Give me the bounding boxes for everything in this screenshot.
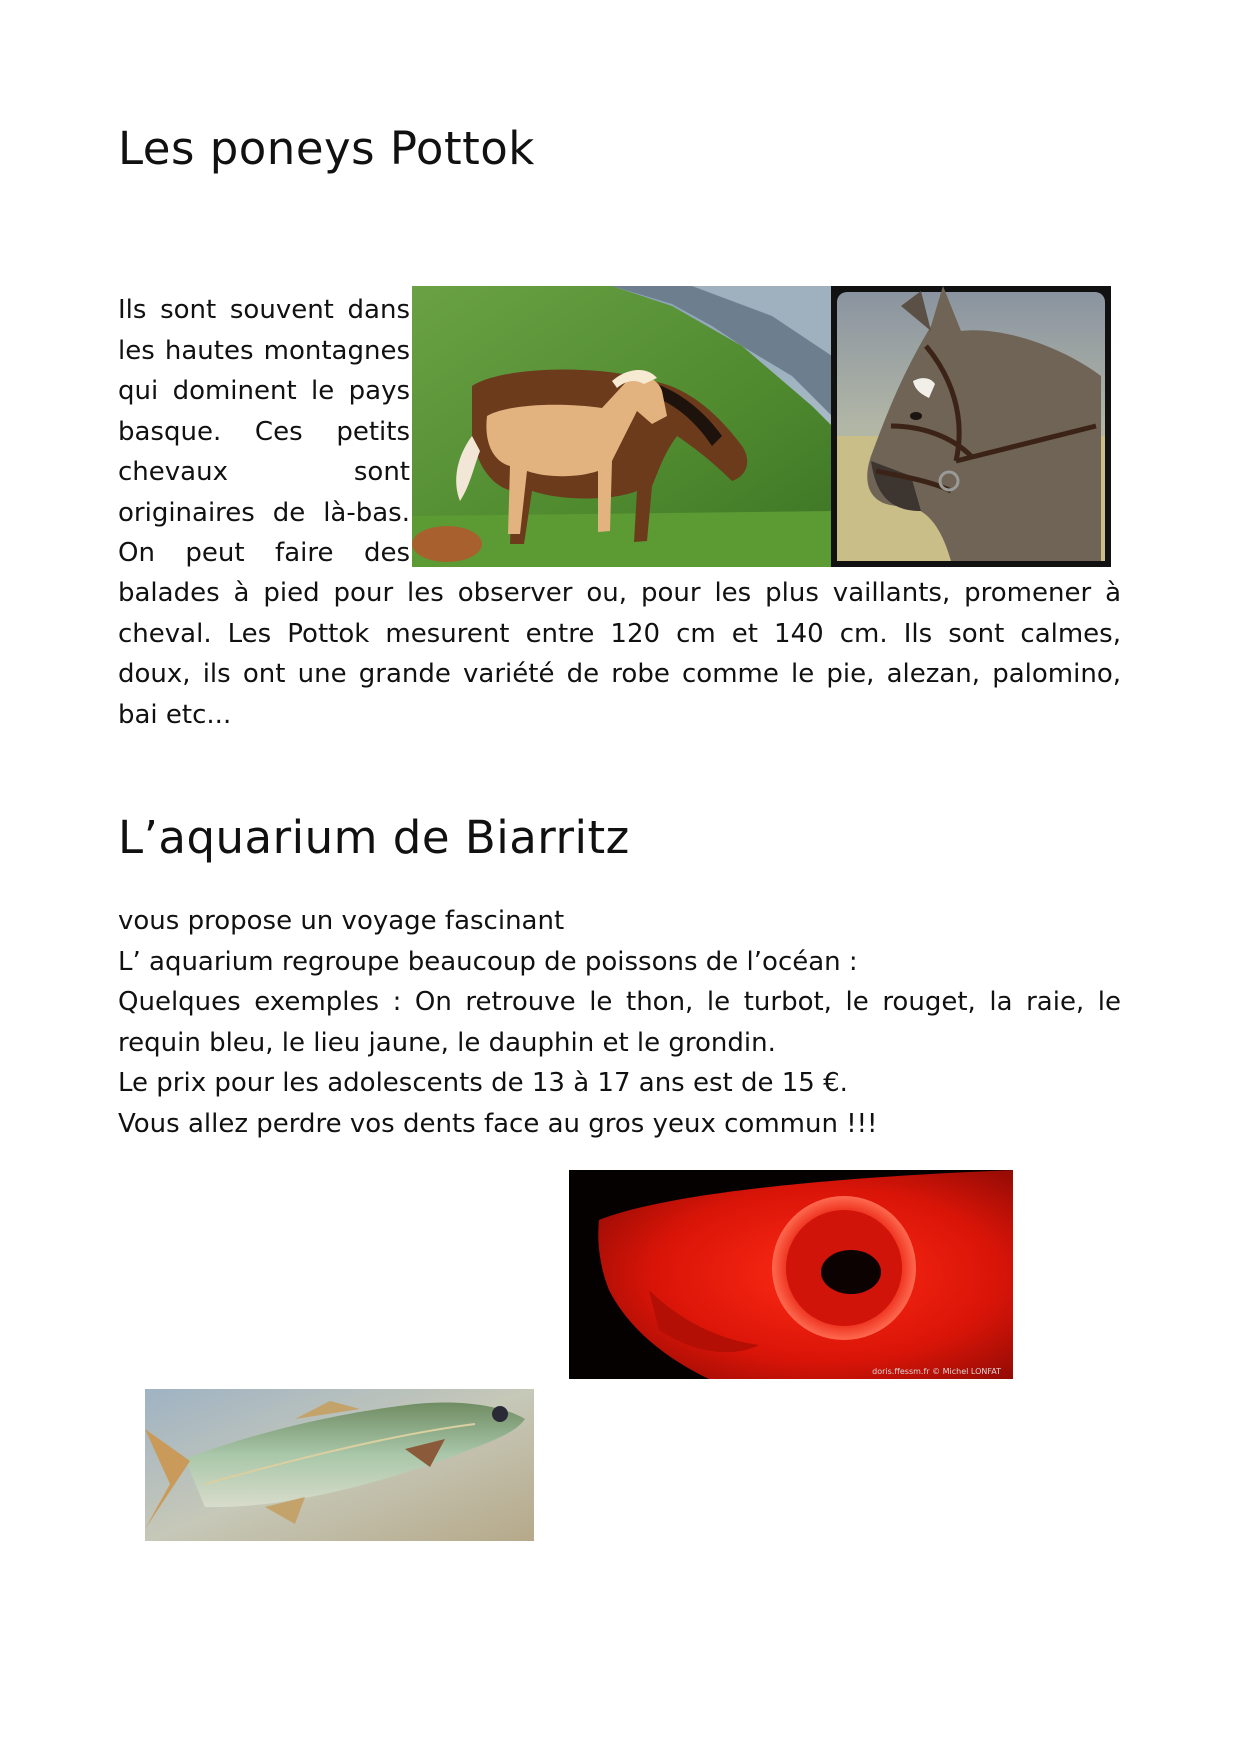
text-line: les hautes montagnes (118, 335, 410, 366)
section-title-aquarium: L’aquarium de Biarritz (118, 811, 630, 864)
text-line: Vous allez perdre vos dents face au gros yeux commun !!! (118, 1108, 878, 1139)
text-line: cheval. Les Pottok mesurent entre 120 cm et 140 cm. Ils sont calmes, (118, 618, 1121, 649)
pottok-intro-column (118, 290, 410, 574)
text-line: requin bleu, le lieu jaune, le dauphin et le grondin. (118, 1027, 776, 1058)
pottok-description (118, 573, 1121, 735)
text-line: qui dominent le pays (118, 376, 410, 406)
text-line: balades à pied pour les observer ou, pour les plus vaillants, promener à (118, 578, 1121, 608)
text-line: originaires de là-bas. (118, 497, 410, 528)
red-fish-eye-photo (569, 1170, 1013, 1379)
text-line: Quelques exemples : On retrouve le thon, le turbot, le rouget, la raie, le (118, 987, 1121, 1017)
aquarium-description (118, 901, 1121, 1144)
mountain-ponies-photo (412, 286, 832, 567)
text-line: On peut faire des (118, 538, 410, 568)
text-line: bai etc... (118, 699, 232, 730)
horse-head-photo (831, 286, 1111, 567)
text-line: Le prix pour les adolescents de 13 à 17 ans est de 15 €. (118, 1068, 848, 1098)
section-title-pottok: Les poneys Pottok (118, 122, 535, 175)
text-line: doux, ils ont une grande variété de robe comme le pie, alezan, palomino, (118, 659, 1121, 689)
text-line: chevaux sont (118, 457, 410, 487)
text-line: Ils sont souvent dans (118, 295, 410, 325)
text-line: basque. Ces petits (118, 416, 410, 447)
text-line: vous propose un voyage fascinant (118, 906, 565, 936)
photo-credit: doris.ffessm.fr © Michel LONFAT (872, 1367, 1001, 1376)
fish-photo (145, 1389, 534, 1541)
text-line: L’ aquarium regroupe beaucoup de poissons de l’océan : (118, 946, 858, 977)
